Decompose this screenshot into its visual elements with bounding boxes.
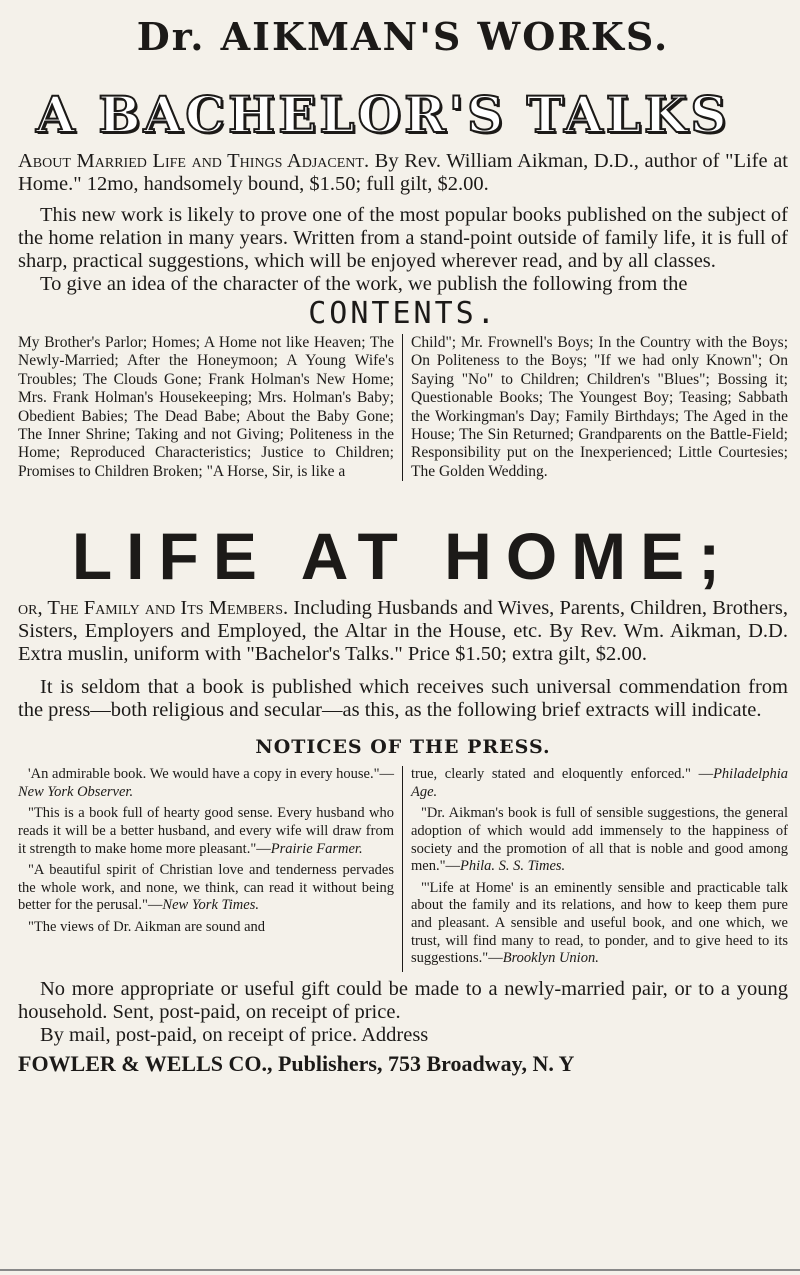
book1-title: A BACHELOR'S TALKS bbox=[36, 85, 730, 144]
contents-left-column: My Brother's Parlor; Homes; A Home not like Heaven; The Newly-Married; After the Honeymoon; A Young Wife's Troubles; The Clouds Gone; Frank Holman's New Home; Mrs. Frank Holman's Housekeeping; Mrs. Holman's Baby; Obedient Babies; The Dead Babe; About the Baby Gone; The Inner Shrine; Taking and not Giving; Politeness in the Home; Reproduced Characteristics; Justice to Children; Promises to Children Broken; "A Horse, Sir, is like a bbox=[18, 334, 403, 481]
book1-paragraph-2: To give an idea of the character of the work, we publish the following from the bbox=[40, 273, 688, 295]
book2-paragraph-1: It is seldom that a book is published which receives such universal commendation from the press—both religious and secular—as this, as the following brief extracts will indicate. bbox=[18, 676, 788, 722]
notices-columns bbox=[18, 766, 788, 972]
publisher-line: FOWLER & WELLS CO., Publishers, 753 Broadway, N. Y bbox=[18, 1050, 575, 1076]
contents-right-column: Child"; Mr. Frownell's Boys; In the Country with the Boys; On Politeness to the Boys; "If we had only Known"; On Saying "No" to Children; Children's "Blues"; Bossing it; Questionable Books; The Youngest Boy; Teasing; Sabbath the Workingman's Day; Family Birthdays; The Aged in the House; The Sin Returned; Grandparents on the Battle-Field; Responsibility put on the Inexperienced; Little Courtesies; The Golden Wedding. bbox=[411, 334, 788, 480]
book1-description-lead: About Married Life and Things Adjacent. bbox=[18, 150, 370, 172]
contents-columns bbox=[18, 334, 788, 481]
advertisement-page bbox=[18, 14, 788, 1077]
book2-description-lead: or, The Family and Its Members. bbox=[18, 597, 289, 620]
book2-description bbox=[18, 597, 788, 666]
contents-heading: CONTENTS. bbox=[308, 296, 498, 331]
book1-paragraph-1: This new work is likely to prove one of the most popular books published on the subject of the home relation in many years. Written from a stand-point outside of family life, it is full of sharp, practical suggestions, which will be enjoyed wherever read, and by all classes. bbox=[18, 204, 788, 272]
bottom-divider bbox=[0, 1269, 800, 1271]
notices-right-column bbox=[403, 766, 788, 972]
notice-quote: true, clearly stated and eloquently enforced." —Philadelphia Age. bbox=[411, 766, 788, 800]
notice-quote: "Dr. Aikman's book is full of sensible suggestions, the general adoption of which would add immensely to the happiness of society and the promotion of all that is noble and good among men."—Phila. S. S. Times. bbox=[411, 805, 788, 875]
notice-quote: 'An admirable book. We would have a copy in every house."—New York Observer. bbox=[18, 766, 394, 800]
book1-description bbox=[18, 150, 788, 196]
notices-left-column bbox=[18, 766, 403, 972]
page-header-title: Dr. AIKMAN'S WORKS. bbox=[136, 14, 670, 59]
notice-quote: "A beautiful spirit of Christian love and tenderness pervades the whole work, and none, we think, can read it without being better for the perusal."—New York Times. bbox=[18, 862, 394, 914]
notice-quote: "The views of Dr. Aikman are sound and bbox=[28, 919, 266, 935]
book2-description-rest: Including Husbands and Wives, Parents, Children, Brothers, Sisters, Employers and Employed, the Altar in the House, etc. By Rev. Wm. Aikman, D.D. Extra muslin, uniform with "Bachelor's Talks." Price $1.50; extra gilt, $2.00. bbox=[18, 597, 788, 666]
book2-title: LIFE AT HOME; bbox=[71, 519, 735, 594]
notices-heading: NOTICES OF THE PRESS. bbox=[255, 736, 551, 759]
notice-quote: "'Life at Home' is an eminently sensible and practicable talk about the family and its relations, and how to keep them pure and pleasant. A sensible and useful book, and one which, we trust, will find many to read, to ponder, and to give heed to its suggestions."—Brooklyn Union. bbox=[411, 879, 788, 967]
footer-paragraph: No more appropriate or useful gift could be made to a newly-married pair, or to a young household. Sent, post-paid, on receipt of price. bbox=[18, 977, 788, 1023]
footer-order-line: By mail, post-paid, on receipt of price. Address bbox=[40, 1023, 429, 1046]
book1-description-rest: By Rev. William Aikman, D.D., author of "Life at Home." 12mo, handsomely bound, $1.50; full gilt, $2.00. bbox=[18, 150, 789, 195]
notice-quote: "This is a book full of hearty good sense. Every husband who reads it will be a better husband, and every wife will draw from it strength to make home more pleasant."—Prairie Farmer. bbox=[18, 805, 394, 857]
